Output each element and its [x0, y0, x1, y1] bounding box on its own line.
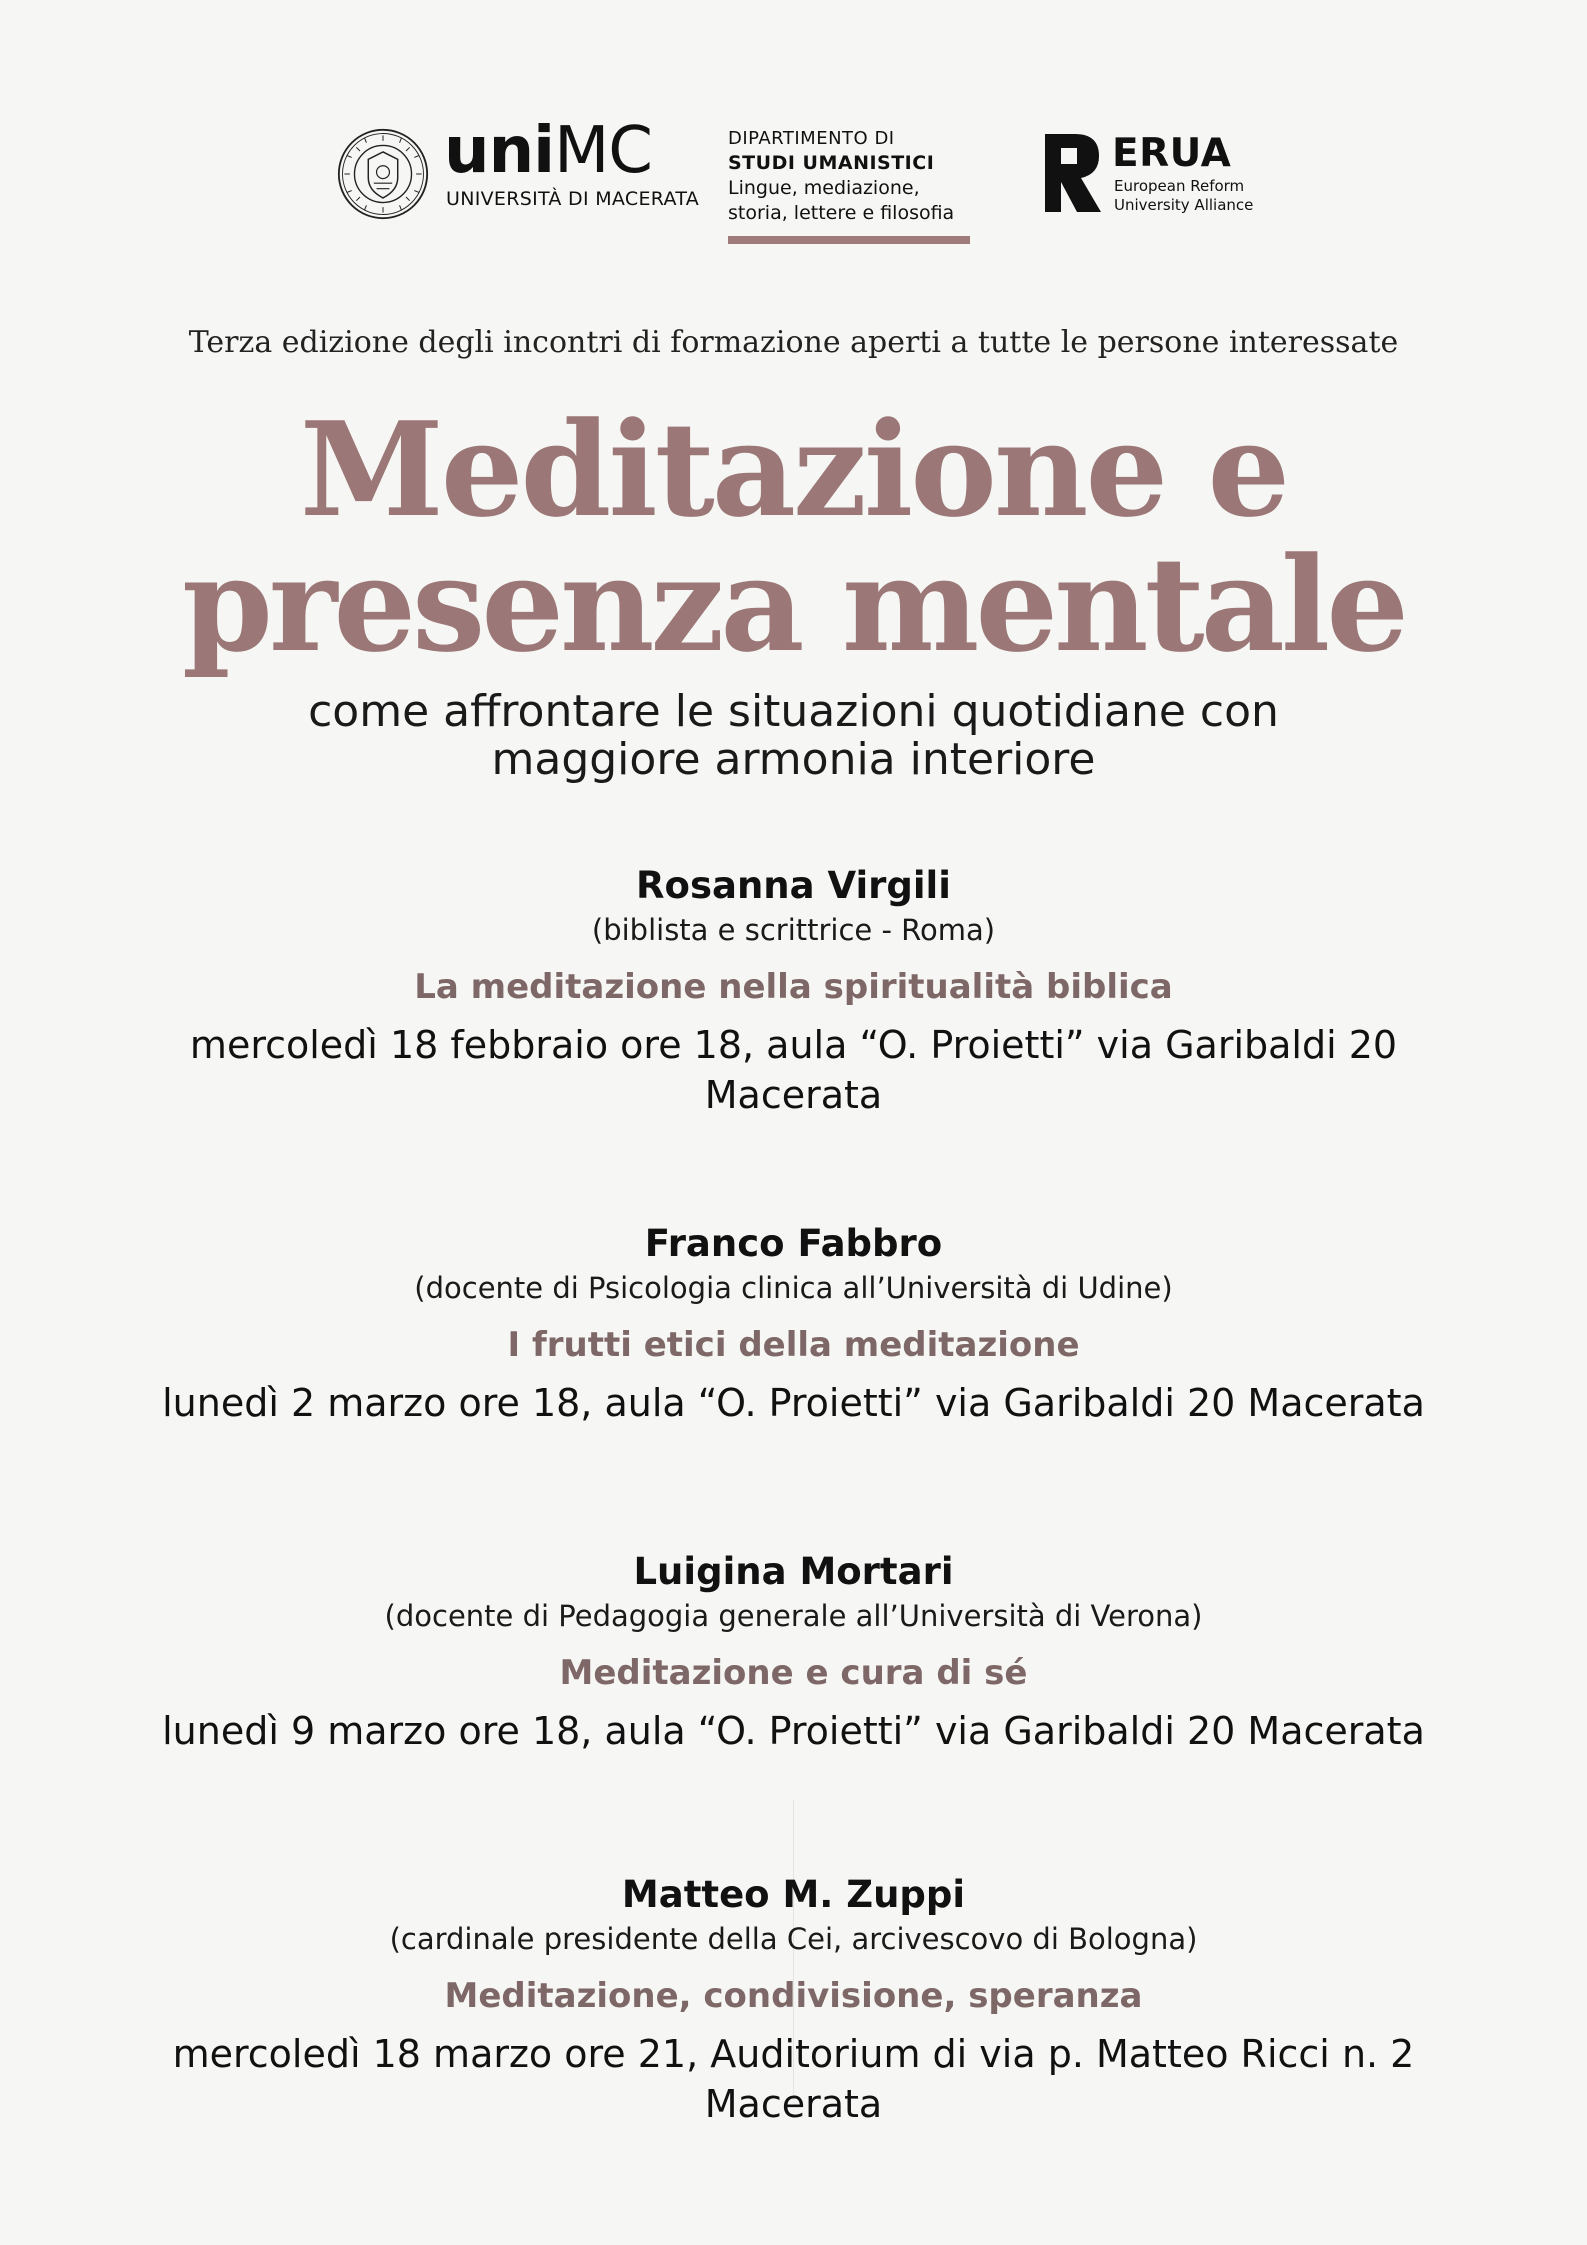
erua-tagline-line-2: University Alliance: [1114, 196, 1254, 214]
speaker-role: (docente di Pedagogia generale all’Università di Verona): [384, 1599, 1203, 1633]
speaker-name: Matteo M. Zuppi: [621, 1873, 966, 1916]
main-title-line-2: presenza mentale: [182, 528, 1405, 681]
main-title-line-1: Meditazione e: [299, 393, 1288, 546]
event-schedule-line-2: Macerata: [704, 1073, 883, 1117]
unimc-bold-part: uni: [444, 114, 555, 188]
event-schedule-line-1: lunedì 2 marzo ore 18, aula “O. Proietti” via Garibaldi 20 Macerata: [162, 1381, 1425, 1425]
event-schedule-line-1: lunedì 9 marzo ore 18, aula “O. Proietti” via Garibaldi 20 Macerata: [162, 1709, 1425, 1753]
department-line-3: Lingue, mediazione,: [728, 177, 920, 199]
speaker-role: (biblista e scrittrice - Roma): [591, 913, 996, 947]
erua-logo-icon: [1045, 134, 1101, 212]
department-block: [728, 126, 973, 226]
event-schedule: [0, 1020, 1587, 1120]
erua-tagline-line-1: European Reform: [1114, 177, 1245, 195]
department-line-1: DIPARTIMENTO DI: [728, 128, 895, 149]
talk-title: Meditazione, condivisione, speranza: [444, 1976, 1143, 2016]
speaker-role: (cardinale presidente della Cei, arcivescovo di Bologna): [389, 1922, 1198, 1956]
event-schedule-line-1: mercoledì 18 marzo ore 21, Auditorium di via p. Matteo Ricci n. 2: [172, 2032, 1415, 2076]
event-schedule: [0, 1706, 1587, 1756]
event-schedule: [0, 1378, 1587, 1428]
talk-title: I frutti etici della meditazione: [507, 1325, 1080, 1365]
speaker-name: Luigina Mortari: [633, 1550, 954, 1593]
subtitle: [0, 688, 1587, 784]
talk-title: La meditazione nella spiritualità biblica: [414, 967, 1173, 1007]
department-line-2: STUDI UMANISTICI: [728, 152, 935, 174]
edition-kicker: Terza edizione degli incontri di formazione aperti a tutte le persone interessate: [188, 325, 1399, 360]
speaker-name: Rosanna Virgili: [636, 864, 951, 907]
subtitle-line-2: maggiore armonia interiore: [491, 734, 1096, 785]
subtitle-line-1: come affrontare le situazioni quotidiane con: [308, 686, 1279, 737]
event-schedule-line-1: mercoledì 18 febbraio ore 18, aula “O. Proietti” via Garibaldi 20: [189, 1023, 1398, 1067]
unimc-light-part: MC: [554, 114, 652, 188]
talk-title: Meditazione e cura di sé: [559, 1653, 1028, 1693]
erua-wordmark: ERUA: [1112, 131, 1232, 176]
university-seal-logo: [337, 128, 429, 220]
unimc-subtitle: UNIVERSITÀ DI MACERATA: [446, 188, 700, 210]
event-schedule: [0, 2029, 1587, 2129]
event-4: [0, 1873, 1587, 2129]
unimc-logo-wordmark: [444, 116, 652, 186]
event-1: [0, 864, 1587, 1120]
department-accent-bar: [728, 236, 970, 244]
speaker-role: (docente di Psicologia clinica all’Università di Udine): [414, 1271, 1173, 1305]
department-line-4: storia, lettere e filosofia: [728, 202, 955, 224]
erua-tagline: [1114, 177, 1253, 215]
speaker-name: Franco Fabbro: [644, 1222, 943, 1265]
event-2: [0, 1222, 1587, 1428]
event-schedule-line-2: Macerata: [704, 2082, 883, 2126]
event-3: [0, 1550, 1587, 1756]
